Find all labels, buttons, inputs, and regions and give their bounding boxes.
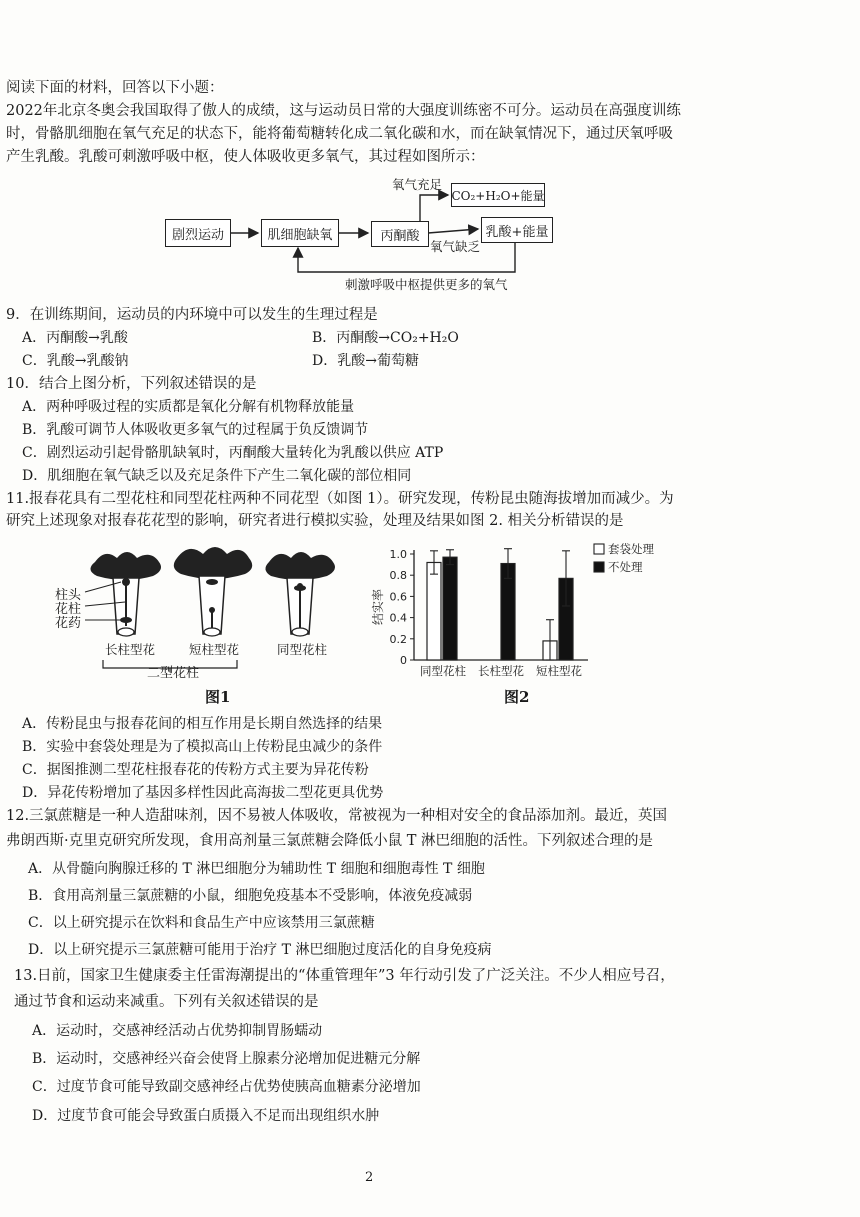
figure-1-title: 图1 bbox=[205, 688, 231, 706]
question-13-option-c: C．过度节食可能导致副交感神经占优势使胰高血糖素分泌增加 bbox=[32, 1079, 421, 1095]
question-9-option-b: B．丙酮酸→CO₂+H₂O bbox=[312, 330, 459, 346]
x-tick-label: 长柱型花 bbox=[478, 664, 524, 678]
page-number: 2 bbox=[365, 1170, 374, 1185]
flow-box-pyruvate: 丙酮酸 bbox=[371, 221, 429, 247]
caption-short-style: 短柱型花 bbox=[189, 642, 240, 657]
question-9-option-a: A．丙酮酸→乳酸 bbox=[22, 330, 128, 346]
y-tick-label: 1.0 bbox=[389, 548, 407, 561]
respiration-flow-diagram bbox=[0, 170, 860, 295]
flow-box-exercise: 剧烈运动 bbox=[165, 219, 231, 247]
legend-swatch bbox=[594, 562, 604, 572]
flow-box-muscle-hypoxia: 肌细胞缺氧 bbox=[261, 219, 339, 247]
bar bbox=[443, 557, 457, 660]
y-tick-label: 0 bbox=[400, 654, 407, 667]
flow-arrow-oxygen-lack bbox=[428, 229, 478, 233]
question-13-stem: 通过节食和运动来减重。下列有关叙述错误的是 bbox=[14, 994, 319, 1010]
y-tick-label: 0.6 bbox=[389, 590, 407, 604]
flow-box-co2-water-energy: CO₂+H₂O+能量 bbox=[451, 183, 545, 207]
legend-label: 套袋处理 bbox=[608, 542, 654, 556]
question-11-option-b: B．实验中套袋处理是为了模拟高山上传粉昆虫减少的条件 bbox=[22, 739, 383, 755]
question-10-option-b: B．乳酸可调节人体吸收更多氧气的过程属于负反馈调节 bbox=[22, 422, 369, 438]
label-feedback: 刺激呼吸中枢提供更多的氧气 bbox=[345, 277, 508, 292]
question-9-option-d: D．乳酸→葡萄糖 bbox=[312, 353, 419, 369]
question-10-option-c: C．剧烈运动引起骨骼肌缺氧时，丙酮酸大量转化为乳酸以供应 ATP bbox=[22, 445, 444, 461]
question-12-option-d: D．以上研究提示三氯蔗糖可能用于治疗 T 淋巴细胞过度活化的自身免疫病 bbox=[28, 942, 492, 958]
question-11-stem: 11.报春花具有二型花柱和同型花柱两种不同花型（如图 1）。研究发现，传粉昆虫随海拔增加而减少。为 bbox=[6, 491, 674, 507]
figure-2-title: 图2 bbox=[504, 688, 530, 706]
question-10-option-a: A．两种呼吸过程的实质都是氧化分解有机物释放能量 bbox=[22, 399, 355, 415]
flow-box-lactic-acid-energy: 乳酸+能量 bbox=[481, 217, 553, 243]
question-11-option-a: A．传粉昆虫与报春花间的相互作用是长期自然选择的结果 bbox=[22, 716, 383, 732]
long-style-flower-icon bbox=[90, 552, 161, 636]
flower-illustrations bbox=[55, 540, 355, 710]
homostyle-flower-icon bbox=[265, 552, 335, 636]
legend-label: 不处理 bbox=[608, 560, 643, 574]
x-tick-label: 短柱型花 bbox=[536, 664, 582, 678]
caption-long-style: 长柱型花 bbox=[105, 642, 156, 657]
x-tick-label: 同型花柱 bbox=[420, 664, 466, 678]
question-12-stem: 弗朗西斯·克里克研究所发现，食用高剂量三氯蔗糖会降低小鼠 T 淋巴细胞的活性。下列叙述合理的是 bbox=[6, 833, 653, 849]
flow-arrow-oxygen-full bbox=[420, 195, 448, 221]
intro-paragraph-line: 产生乳酸。乳酸可刺激呼吸中枢，使人体吸收更多氧气，其过程如图所示： bbox=[6, 149, 485, 165]
short-style-flower-icon bbox=[174, 547, 252, 636]
caption-homostyle: 同型花柱 bbox=[277, 642, 328, 657]
label-style: 花柱 bbox=[55, 602, 82, 617]
question-12-option-b: B．食用高剂量三氯蔗糖的小鼠，细胞免疫基本不受影响，体液免疫减弱 bbox=[28, 888, 473, 904]
question-13-option-d: D．过度节食可能会导致蛋白质摄入不足而出现组织水肿 bbox=[32, 1108, 380, 1124]
y-axis-label: 结实率 bbox=[371, 588, 385, 626]
question-13-option-b: B．运动时，交感神经兴奋会使肾上腺素分泌增加促进糖元分解 bbox=[32, 1051, 421, 1067]
figure-2 bbox=[368, 536, 688, 711]
label-oxygen-lack: 氧气缺乏 bbox=[430, 239, 481, 254]
label-oxygen-sufficient: 氧气充足 bbox=[392, 177, 443, 192]
question-11-stem: 研究上述现象对报春花花型的影响，研究者进行模拟实验，处理及结果如图 2. 相关分析错误的是 bbox=[6, 513, 624, 529]
figure-1 bbox=[55, 540, 355, 710]
question-9-stem: 9．在训练期间，运动员的内环境中可以发生的生理过程是 bbox=[6, 307, 378, 323]
intro-paragraph-line: 时，骨骼肌细胞在氧气充足的状态下，能将葡萄糖转化成二氧化碳和水，而在缺氧情况下，通过厌氧呼吸 bbox=[6, 126, 673, 142]
label-anther: 花药 bbox=[55, 616, 82, 631]
y-tick-label: 0.2 bbox=[389, 632, 407, 646]
legend-swatch bbox=[594, 544, 604, 554]
caption-distyly: 二型花柱 bbox=[147, 666, 200, 681]
question-11-option-d: D．异花传粉增加了基因多样性因此高海拔二型花更具优势 bbox=[22, 785, 384, 801]
intro-paragraph-line: 2022年北京冬奥会我国取得了傲人的成绩，这与运动员日常的大强度训练密不可分。运动员在高强度训练 bbox=[6, 103, 681, 119]
question-10-stem: 10．结合上图分析，下列叙述错误的是 bbox=[6, 376, 257, 392]
y-tick-label: 0.4 bbox=[389, 611, 407, 625]
question-12-stem: 12.三氯蔗糖是一种人造甜味剂，因不易被人体吸收，常被视为一种相对安全的食品添加剂。最近，英国 bbox=[6, 808, 668, 824]
y-tick-label: 0.8 bbox=[389, 569, 407, 583]
question-10-option-d: D．肌细胞在氧气缺乏以及充足条件下产生二氧化碳的部位相同 bbox=[22, 468, 412, 484]
label-stigma: 柱头 bbox=[55, 588, 82, 603]
intro-heading: 阅读下面的材料，回答以下小题： bbox=[6, 80, 224, 96]
question-9-option-c: C．乳酸→乳酸钠 bbox=[22, 353, 129, 369]
fruit-set-bar-chart bbox=[368, 536, 688, 686]
question-11-option-c: C．据图推测二型花柱报春花的传粉方式主要为异花传粉 bbox=[22, 762, 369, 778]
bar bbox=[427, 562, 441, 660]
question-13-option-a: A．运动时，交感神经活动占优势抑制胃肠蠕动 bbox=[32, 1023, 323, 1039]
question-12-option-a: A．从骨髓向胸腺迁移的 T 淋巴细胞分为辅助性 T 细胞和细胞毒性 T 细胞 bbox=[28, 861, 485, 877]
question-12-option-c: C．以上研究提示在饮料和食品生产中应该禁用三氯蔗糖 bbox=[28, 915, 375, 931]
question-13-stem: 13.日前，国家卫生健康委主任雷海潮提出的“体重管理年”3 年行动引发了广泛关注。不少人相应号召， bbox=[14, 968, 675, 984]
